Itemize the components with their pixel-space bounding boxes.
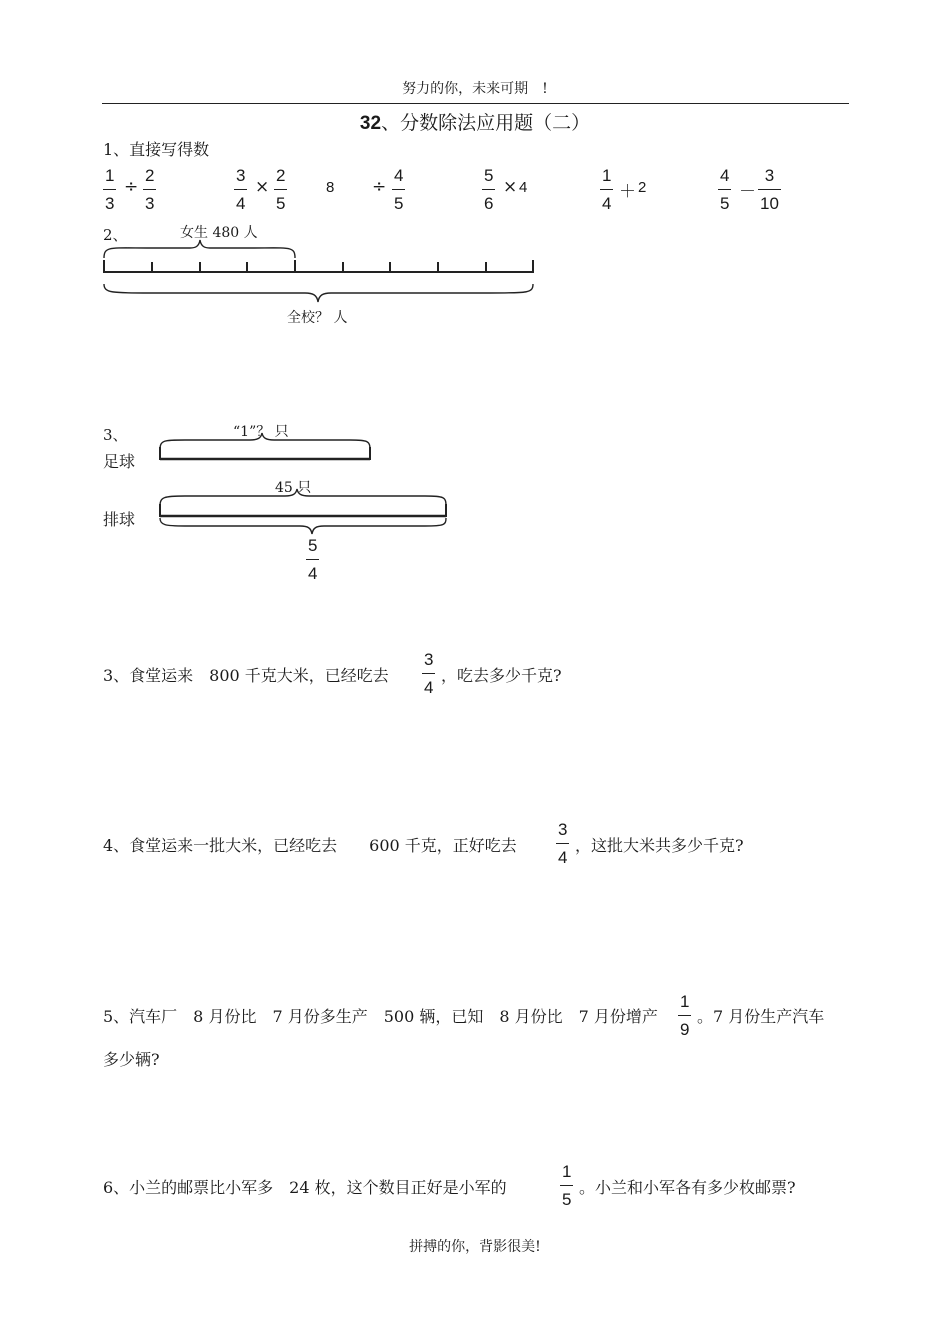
operator: ＋ — [619, 182, 636, 202]
fraction: 4 5 — [394, 166, 404, 213]
fraction: 5 6 — [484, 166, 494, 213]
fraction: 2 3 — [145, 166, 155, 213]
volleyball-bottom-brace — [160, 518, 446, 534]
q1-label: 1、直接写得数 — [103, 140, 210, 159]
football-brace-label: “1”？ 只 — [233, 424, 289, 440]
fraction: 1 4 — [602, 166, 612, 213]
operator: × — [255, 177, 270, 197]
operator: ÷ — [124, 177, 139, 197]
header-motto: 努力的你，未来可期 ! — [402, 81, 548, 97]
whole-number: 2 — [638, 179, 647, 196]
fraction: 3 10 — [760, 166, 779, 213]
fraction: 4 5 — [720, 166, 730, 213]
problem-6-rest: 。小兰和小军各有多少枚邮票? — [579, 1178, 796, 1197]
football-top-brace — [160, 433, 370, 450]
problem-6: 6、小兰的邮票比小军多 24 枚，这个数目正好是小军的 — [103, 1178, 507, 1197]
operator: × — [503, 177, 518, 197]
title-number: 32 — [359, 113, 382, 134]
school-brace-label: 全校？ 人 — [287, 310, 348, 326]
q2-label: 2、 — [103, 226, 128, 244]
q3-diagram-label: 3、 — [103, 426, 128, 444]
fraction: 2 5 — [276, 166, 286, 213]
problem-5-rest: 。7 月份生产汽车 — [697, 1007, 825, 1026]
volleyball-brace-label: 45 只 — [275, 480, 312, 496]
whole-number: 4 — [519, 179, 528, 196]
problem-5-line2: 多少辆? — [103, 1050, 160, 1069]
fraction: 3 4 — [236, 166, 246, 213]
fraction: 1 9 — [680, 992, 690, 1039]
girls-brace-label: 女生 480 人 — [180, 225, 258, 241]
volleyball-top-brace — [160, 489, 446, 506]
footer-motto: 拼搏的你，背影很美! — [409, 1239, 541, 1255]
problem-3: 3、食堂运来 800 千克大米，已经吃去 — [103, 666, 389, 685]
fraction: 1 5 — [562, 1162, 572, 1209]
fraction: 3 4 — [558, 820, 568, 867]
football-row-label: 足球 — [103, 452, 136, 471]
problem-4-rest: ，这批大米共多少千克? — [575, 836, 744, 855]
title-text: 、分数除法应用题（二） — [381, 112, 591, 134]
operator: ÷ — [372, 177, 387, 197]
problem-3-rest: ，吃去多少千克? — [441, 666, 562, 685]
volleyball-row-label: 排球 — [103, 510, 136, 529]
operator: － — [739, 182, 756, 202]
problem-4: 4、食堂运来一批大米，已经吃去 600 千克，正好吃去 — [103, 836, 517, 855]
problem-5: 5、汽车厂 8 月份比 7 月份多生产 500 辆，已知 8 月份比 7 月份增产 — [103, 1007, 658, 1026]
comparison-diagram — [0, 0, 950, 600]
fraction: 5 4 — [308, 536, 318, 583]
fraction: 1 3 — [105, 166, 115, 213]
fraction: 3 4 — [424, 650, 434, 697]
whole-number: 8 — [326, 179, 335, 196]
